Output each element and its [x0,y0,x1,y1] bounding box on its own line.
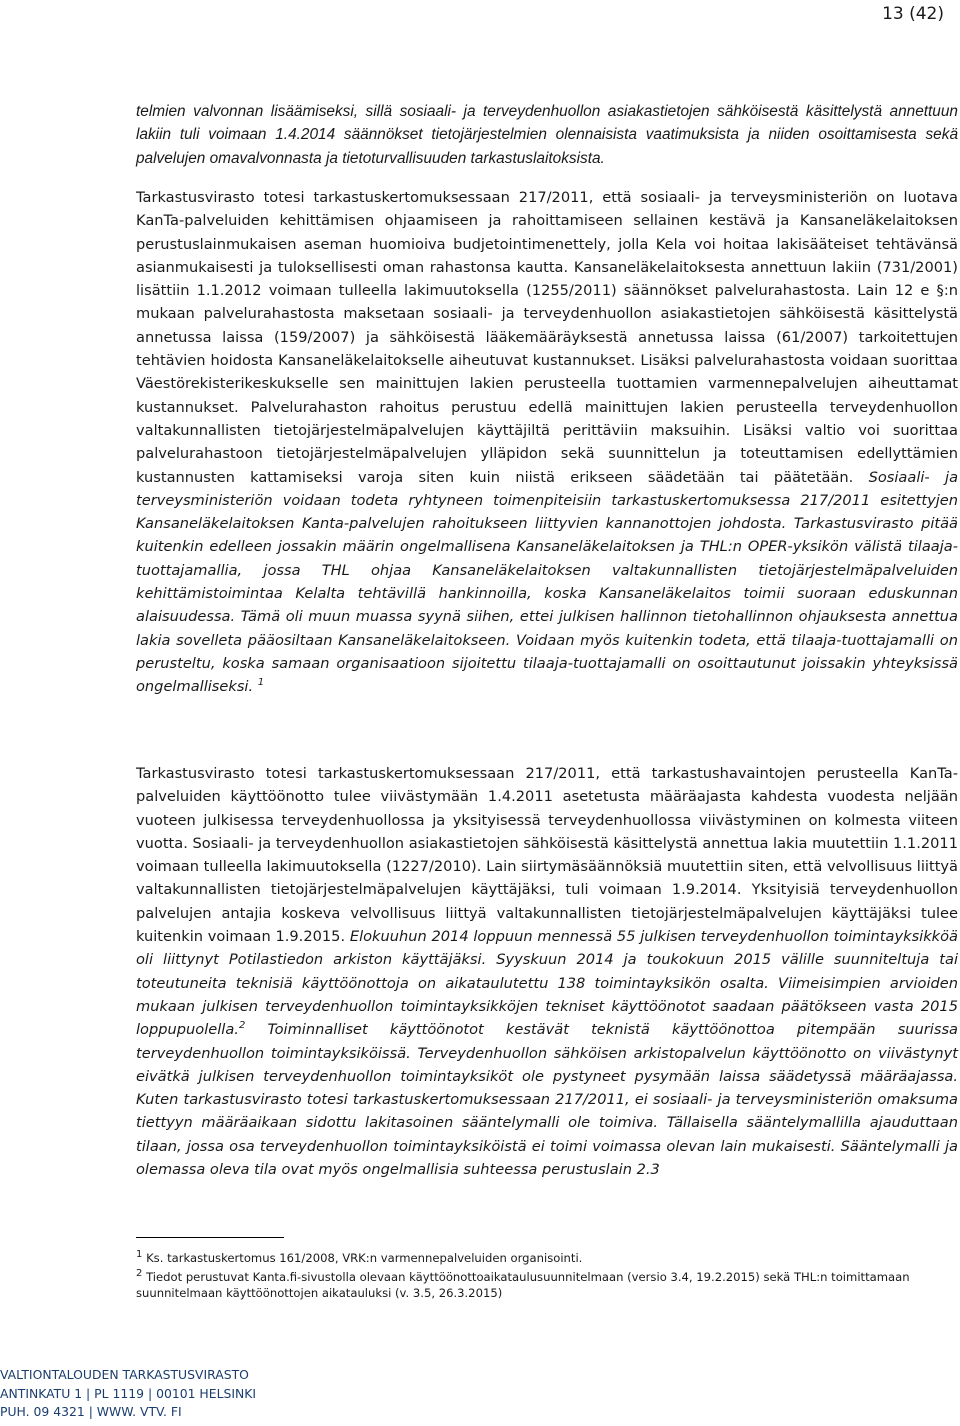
paragraph-1-text: Tarkastusvirasto totesi tarkastuskertomuksessaan 217/2011, että sosiaali- ja terveysministeriön on luotava KanTa-palveluiden kehittämisen ohjaamiseen ja rahoittamiseen sellainen kestävä ja Kansaneläkelaitoksen perustuslainmukaisen aseman huomioiva budjetointimenettely, jolla Kela voi hoitaa lakisääteiset tehtävänsä asianmukaisesti ja tuloksellisesti oman rahastonsa kautta. Kansaneläkelaitoksesta annettuun lakiin (731/2001) lisättiin 1.1.2012 voimaan tulleella lakimuutoksella (1255/2011) säännökset palvelurahastosta. Lain 12 e §:n mukaan palvelurahastosta maksetaan sosiaali- ja terveydenhuollon asiakastietojen sähköisestä käsittelystä annetussa laissa (159/2007) ja sähköisestä lääkemääräyksestä annetussa laissa (61/2007) tarkoitettujen tehtävien hoidosta Kansaneläkelaitokselle aiheutuvat kustannukset. Lisäksi palvelurahastosta voidaan suorittaa Väestörekisterikeskukselle sen mainittujen lakien perusteella tuottamien varmennepalvelujen aiheuttamat kustannukset. Palvelurahaston rahoitus perustuu edellä mainittujen lakien perusteella terveydenhuollon valtakunnallisten tietojärjestelmäpalvelujen käyttäjiltä perittäviin maksuihin. Lisäksi valtio voi suorittaa palvelurahastoon tietojärjestelmäpalvelujen ylläpidon sekä suunnittelun ja toteuttamisen edellyttämien kustannusten kattamiseksi varoja siten kuin niistä erikseen säädetään tai päätetään. [136,189,958,486]
footnote-2 [136,1269,958,1302]
footnote-divider [136,1237,284,1238]
page-footer [0,1366,300,1422]
paragraph-continuation: telmien valvonnan lisäämiseksi, sillä sosiaali- ja terveydenhuollon asiakastietojen sähköisestä käsittelystä annettuun lakiin tuli voimaan 1.4.2014 säännökset tietojärjestelmien olennaisista vaatimuksista ja niiden osoittamisesta sekä palvelujen omavalvonnasta ja tietoturvallisuuden tarkastuslaitoksista. [136,103,958,167]
footnote-1-text: Ks. tarkastuskertomus 161/2008, VRK:n varmennepalveluiden organisointi. [146,1251,583,1265]
footnote-ref-1[interactable]: 1 [257,677,265,689]
footer-org: VALTIONTALOUDEN TARKASTUSVIRASTO [0,1367,249,1382]
footnote-1 [136,1250,958,1267]
footnote-2-text: Tiedot perustuvat Kanta.fi-sivustolla olevaan käyttöönottoaikataulusuunnitelmaan (versio 3.4, 19.2.2015) sekä THL:n toimittamaan suunnitelmaan käyttöönottojen aikatauluksi (v. 3.5, 26.3.2015) [136,1269,910,1300]
paragraph-2-text: Tarkastusvirasto totesi tarkastuskertomuksessaan 217/2011, että tarkastushavaintojen perusteella KanTa-palveluiden käyttöönotto tulee viivästymään 1.4.2011 asetetusta määräajasta kahdesta vuodesta neljään vuoteen julkisessa terveydenhuollossa ja yksityisessä terveydenhuollossa viivästyminen on kolmesta viiteen vuotta. Sosiaali- ja terveydenhuollon asiakastietojen sähköisestä käsittelystä annettua lakia muutettiin 1.1.2011 voimaan tulleella lakimuutoksella (1227/2010). Lain siirtymäsäännöksiä muutettiin siten, että velvollisuus liittyä valtakunnallisten tietojärjestelmäpalvelujen käyttäjäksi, tuli voimaan 1.9.2014. Yksityisiä terveydenhuollon palvelujen antajia koskeva velvollisuus liittyä valtakunnallisten tietojärjestelmäpalvelujen käyttäjäksi tulee kuitenkin voimaan 1.9.2015. [136,765,958,946]
footnote-2-number: 2 [136,1267,143,1279]
footer-contact[interactable]: PUH. 09 4321 | WWW. VTV. FI [0,1404,182,1419]
paragraph-1-italic: Sosiaali- ja terveysministeriön voidaan todeta ryhtyneen toimenpiteisiin tarkastuskertomuksessa 217/2011 esitettyjen Kansaneläkelaitoksen Kanta-palvelujen rahoitukseen liittyvien kannanottojen johdosta. Tarkastusvirasto pitää kuitenkin edelleen jossakin määrin ongelmallisena Kansaneläkelaitoksen ja THL:n OPER-yksikön välistä tilaaja-tuottajamallia, jossa THL ohjaa Kansaneläkelaitoksen valtakunnallisten tietojärjestelmäpalveluiden kehittämistoimintaa Kelalta tehtävillä hankinnoilla, koska Kansaneläkelaitos toimii suoraan eduskunnan alaisuudessa. Tämä oli muun muassa syynä siihen, ettei julkisen hallinnon tietohallinnon ohjauksesta annettua lakia sovelleta pääosiltaan Kansaneläkelaitokseen. Voidaan myös kuitenkin todeta, että tilaaja-tuottajamalli on perusteltu, koska samaan organisaatioon sijoitettu tilaaja-tuottajamalli on osoittautunut joissakin yhteyksissä ongelmalliseksi. [136,468,959,696]
footer-address: ANTINKATU 1 | PL 1119 | 00101 HELSINKI [0,1385,257,1401]
footnote-1-number: 1 [136,1249,143,1261]
paragraph-2 [136,762,958,1181]
paragraph-2-italic-b: Toiminnalliset käyttöönotot kestävät teknistä käyttöönottoa pitempään suurissa terveydenhuollon toimintayksiköissä. Terveydenhuollon sähköisen arkistopalvelun käyttöönotto on viivästynyt eivätkä julkisen terveydenhuollon toimintayksiköt ole pystyneet pysymään laissa säädetyssä määräajassa. Kuten tarkastusvirasto totesi tarkastuskertomuksessaan 217/2011, ei sosiaali- ja terveysministeriön omaksuma tiettyyn määräaikaan sidottu lakitasoinen sääntelymalli ole toimiva. Tällaisella sääntelymallilla ajauduttaan tilaan, jossa osa terveydenhuollon toimintayksiköistä ei toimi voimassa olevan lain mukaisesti. Sääntelymalli ja olemassa oleva tila ovat myös ongelmallisia suhteessa perustuslain 2.3 [136,1021,959,1179]
footnotes [136,1250,958,1304]
page-number: 13 (42) [882,4,944,24]
paragraph-2-italic-a: Elokuuhun 2014 loppuun mennessä 55 julkisen terveydenhuollon toimintayksikköä oli liittynyt Potilastiedon arkiston käyttäjäksi. Syyskuun 2014 ja toukokuun 2015 välille suunniteltuja tai toteutuneita teknisiä käyttöönottoja on aikataulutettu 138 toimintayksikön osalta. Viimeisimpien arvioiden mukaan julkisen terveydenhuollon toimintayksikköjen tekniset käyttöönotot saadaan päätökseen vasta 2015 loppupuolella. [136,928,958,1039]
footnote-ref-2[interactable]: 2 [238,1020,246,1032]
paragraph-1 [136,186,958,699]
